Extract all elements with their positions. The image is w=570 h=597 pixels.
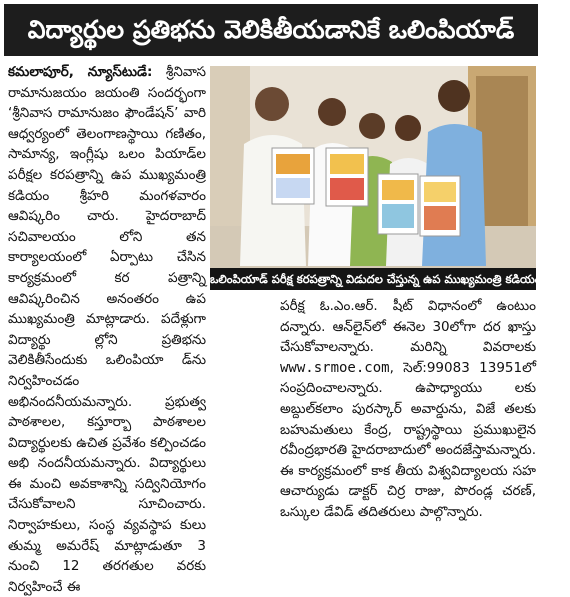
article-body-left-text bbox=[8, 62, 206, 597]
headline: విద్యార్థుల ప్రతిభను వెలికితీయడానికే ఒలింపియాడ్ bbox=[4, 4, 538, 56]
website-link[interactable]: www.srmoe.com bbox=[280, 359, 390, 376]
article-body-left bbox=[8, 62, 206, 595]
body-right-text-2: , సెల్:99083 13951లో సంప్రదించాలన్నారు. ఉపాధ్యాయు లకు అబ్దుల్‌కలాం పురస్కార్ అవార్డును, విజే తలకు బహుమతులు కేంద్ర, రాష్ట్రస్థాయి ప్రముఖులైన రవీంద్రభారతి హైదరాబాదులో అందజేస్తామన్నారు. ఈ కార్యక్రమంలో కాక తీయ విశ్వవిద్యాలయ సహ ఆచార్యుడు డాక్టర్ చిర్ర రాజు, పొరండ్ల చరణ్, ఒస్కుల డేవిడ్ తదితరులు పాల్గొన్నారు. bbox=[280, 359, 536, 520]
photo-illustration bbox=[210, 66, 536, 268]
news-photo bbox=[210, 66, 536, 268]
dateline: కమలాపూర్, న్యూస్‌టుడే: bbox=[8, 64, 153, 80]
article-body-right bbox=[280, 296, 536, 562]
body-right-text-1: పరీక్ష ఓ.ఎం.ఆర్. షీట్ విధానంలో ఉంటుం దన్నారు. ఆన్‌లైన్‌లో ఈనెల 30లోగా దర ఖాస్తు చేసుకోవాలన్నారు. మరిన్ని వివరాలకు bbox=[280, 298, 536, 356]
body-left-text: శ్రీనివాస రామానుజయం జయంతి సందర్భంగా ‘శ్రీనివాస రామానుజం ఫౌండేషన్’ వారి ఆధ్వర్యంలో తెలంగాణస్థాయి గణితం, సామాన్య, ఇంగ్లీషు ఒలం పియాడ్‌ల పరీక్షల కరపత్రాన్ని ఉప ముఖ్యమంత్రి కడియం శ్రీహరి మంగళవారం ఆవిష్కరిం చారు. హైదరాబాద్ సచివాలయం లోని తన కార్యాలయంలో ఏర్పాటు చేసిన కార్యక్రమంలో కర పత్రాన్ని ఆవిష్కరించిన అనంతరం ఉప ముఖ్యమంత్రి మాట్లాడారు. పదేళ్లుగా విద్యార్థు ల్లోని ప్రతిభను వెలికితీసేందుకు ఒలింపియా డ్‌ను నిర్వహించడం అభినందనీయమన్నారు. ప్రభుత్వ పాఠశాలల, కస్తూర్బా పాఠశాలల విద్యార్థులకు ఉచిత ప్రవేశం కల్పించడం అభి నందనీయమన్నారు. విద్యార్థులు ఈ మంచి అవకాశాన్ని సద్వినియోగం చేసుకోవాలని సూచించారు. నిర్వాహకులు, సంస్థ వ్యవస్థాప కులు తుమ్మ అమరేష్ మాట్లాడుతూ 3 నుంచి 12 తరగతుల వరకు నిర్వహించే ఈ bbox=[8, 64, 206, 595]
article-body-right-text bbox=[280, 296, 536, 523]
photo-caption: ఒలింపియాడ్ పరీక్ష కరపత్రాన్ని విడుదల చేస్తున్న ఉప ముఖ్యమంత్రి కడియం శ్రీహరి bbox=[210, 268, 536, 290]
